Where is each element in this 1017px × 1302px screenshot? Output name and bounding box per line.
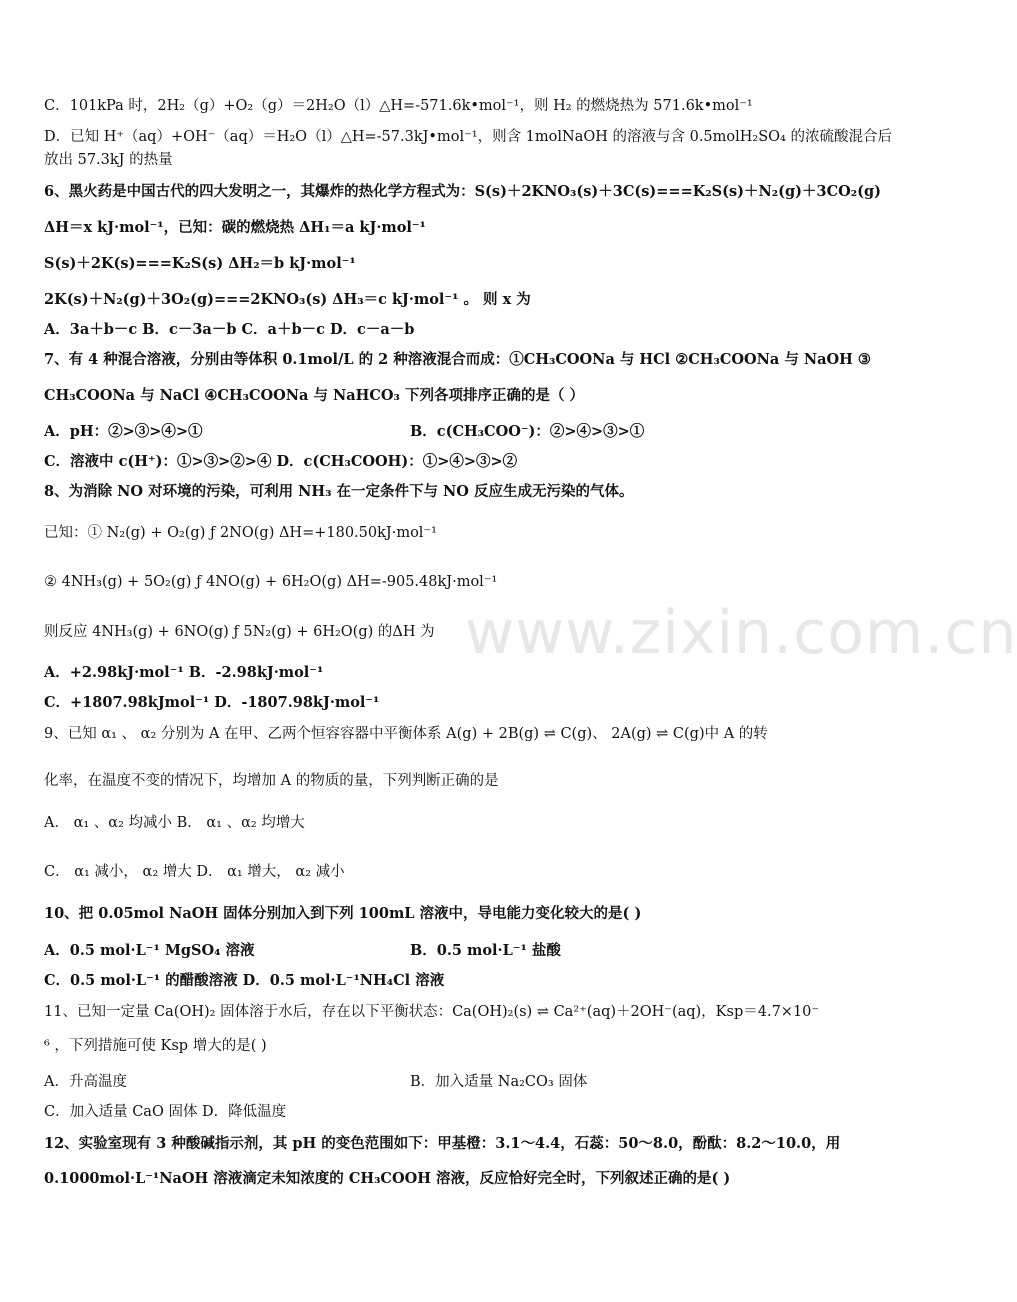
option-b: B．0.5 mol·L⁻¹ 盐酸 xyxy=(410,942,561,959)
question-8-options-cd: C．+1807.98kJmol⁻¹ D．-1807.98kJ·mol⁻¹ xyxy=(44,694,380,711)
question-11: 11、已知一定量 Ca(OH)₂ 固体溶于水后，存在以下平衡状态：Ca(OH)₂(s) ⇌ Ca²⁺(aq)＋2OH⁻(aq)，Ksp＝4.7×10⁻ xyxy=(44,1004,820,1020)
question-10: 10、把 0.05mol NaOH 固体分别加入到下列 100mL 溶液中，导电能力变化较大的是( ) xyxy=(44,905,642,922)
question-12: 12、实验室现有 3 种酸碱指示剂，其 pH 的变色范围如下：甲基橙：3.1～4.4，石蕊：50～8.0，酚酞：8.2～10.0，用 xyxy=(44,1135,841,1152)
question-9-cont: 化率，在温度不变的情况下，均增加 A 的物质的量，下列判断正确的是 xyxy=(44,773,499,789)
question-6-options: A．3a＋b－c B．c－3a－b C．a＋b－c D．c－a－b xyxy=(44,321,415,338)
question-7-options-cd: C．溶液中 c(H⁺)：①>③>②>④ D．c(CH₃COOH)：①>④>③>② xyxy=(44,453,518,470)
question-7-cont: CH₃COONa 与 NaCl ④CH₃COONa 与 NaHCO₃ 下列各项排序正确的是（ ） xyxy=(44,387,584,404)
option-d-q5-cont: 放出 57.3kJ 的热量 xyxy=(44,152,173,168)
question-12-cont: 0.1000mol·L⁻¹NaOH 溶液滴定未知浓度的 CH₃COOH 溶液，反应恰好完全时，下列叙述正确的是( ) xyxy=(44,1170,731,1187)
question-9-options-cd: C． α₁ 减小， α₂ 增大 D． α₁ 增大， α₂ 减小 xyxy=(44,864,345,880)
option-c-q5: C．101kPa 时，2H₂（g）+O₂（g）＝2H₂O（l）△H=-571.6k•mol⁻¹，则 H₂ 的燃烧热为 571.6k•mol⁻¹ xyxy=(44,98,753,114)
question-10-options-cd: C．0.5 mol·L⁻¹ 的醋酸溶液 D．0.5 mol·L⁻¹NH₄Cl 溶液 xyxy=(44,972,445,989)
option-b: B．c(CH₃COO⁻)：②>④>③>① xyxy=(410,423,645,440)
question-6-given: ΔH＝x kJ·mol⁻¹，已知：碳的燃烧热 ΔH₁＝a kJ·mol⁻¹ xyxy=(44,219,426,236)
question-6: 6、黑火药是中国古代的四大发明之一，其爆炸的热化学方程式为：S(s)＋2KNO₃(s)＋3C(s)===K₂S(s)＋N₂(g)＋3CO₂(g) xyxy=(44,183,881,200)
question-8-eq1: 已知：① N₂(g) + O₂(g) ƒ 2NO(g) ΔH=+180.50kJ·mol⁻¹ xyxy=(44,525,437,541)
question-8-eq2: ② 4NH₃(g) + 5O₂(g) ƒ 4NO(g) + 6H₂O(g) ΔH=-905.48kJ·mol⁻¹ xyxy=(44,574,498,590)
watermark: www.zixin.com.cn xyxy=(465,598,1017,668)
question-8-options-ab: A．+2.98kJ·mol⁻¹ B．-2.98kJ·mol⁻¹ xyxy=(44,664,324,681)
question-6-eq2: S(s)＋2K(s)===K₂S(s) ΔH₂＝b kJ·mol⁻¹ xyxy=(44,255,356,272)
question-6-eq3: 2K(s)＋N₂(g)＋3O₂(g)===2KNO₃(s) ΔH₃＝c kJ·mol⁻¹ 。 则 x 为 xyxy=(44,291,531,308)
question-11-options-cd: C．加入适量 CaO 固体 D．降低温度 xyxy=(44,1104,287,1120)
option-b: B．加入适量 Na₂CO₃ 固体 xyxy=(410,1074,588,1090)
question-9-options-ab: A． α₁ 、α₂ 均减小 B． α₁ 、α₂ 均增大 xyxy=(44,815,305,831)
question-7: 7、有 4 种混合溶液，分别由等体积 0.1mol/L 的 2 种溶液混合而成：①CH₃COONa 与 HCl ②CH₃COONa 与 NaOH ③ xyxy=(44,351,871,368)
question-11-options-ab xyxy=(44,1071,890,1093)
question-11-cont: ⁶ ，下列措施可使 Ksp 增大的是( ) xyxy=(44,1038,267,1054)
option-a: A．升高温度 xyxy=(44,1074,127,1090)
question-10-options-ab xyxy=(44,940,890,962)
option-a: A．0.5 mol·L⁻¹ MgSO₄ 溶液 xyxy=(44,942,255,959)
question-8: 8、为消除 NO 对环境的污染，可利用 NH₃ 在一定条件下与 NO 反应生成无污染的气体。 xyxy=(44,483,634,500)
question-7-options-ab xyxy=(44,421,890,443)
option-d-q5: D．已知 H⁺（aq）+OH⁻（aq）＝H₂O（l）△H=-57.3kJ•mol⁻¹，则含 1molNaOH 的溶液与含 0.5molH₂SO₄ 的浓硫酸混合后 xyxy=(44,129,892,145)
option-a: A．pH：②>③>④>① xyxy=(44,423,203,440)
question-9: 9、已知 α₁ 、 α₂ 分别为 A 在甲、乙两个恒容容器中平衡体系 A(g) + 2B(g) ⇌ C(g)、 2A(g) ⇌ C(g)中 A 的转 xyxy=(44,726,768,742)
question-8-ask: 则反应 4NH₃(g) + 6NO(g) ƒ 5N₂(g) + 6H₂O(g) 的ΔH 为 xyxy=(44,624,435,640)
